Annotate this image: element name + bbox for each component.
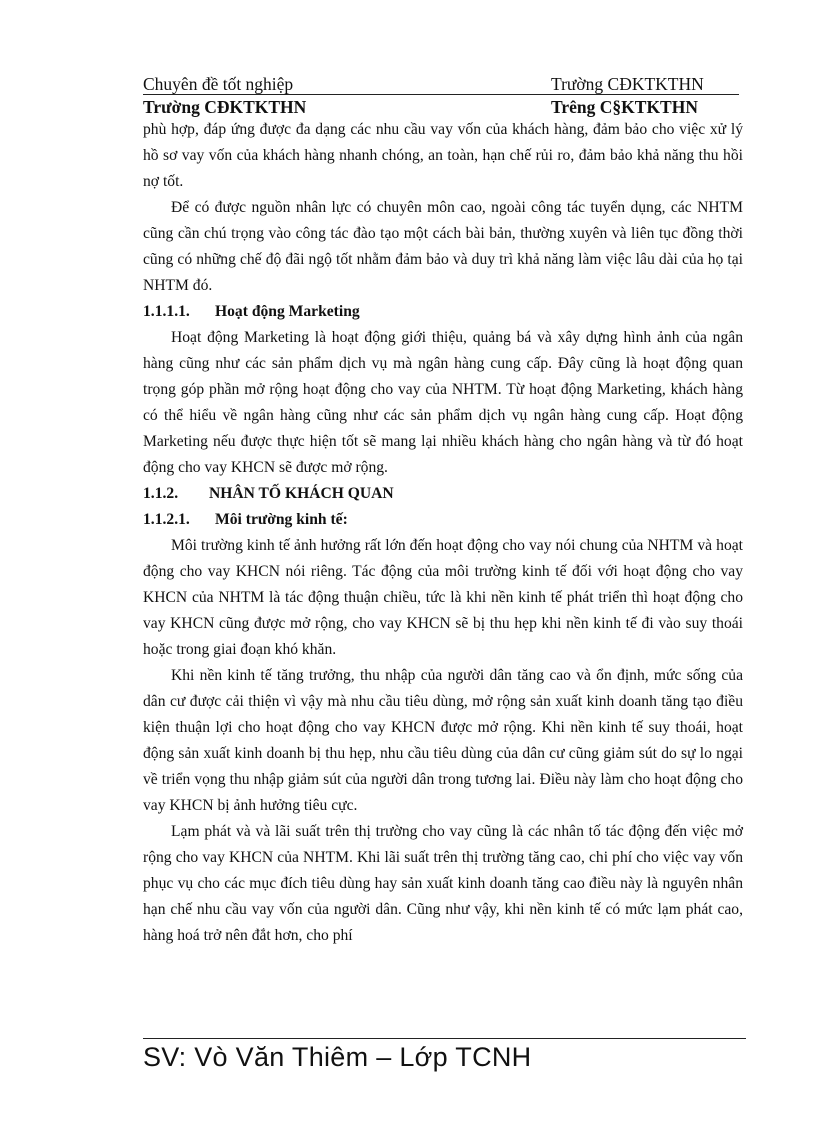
heading-number: 1.1.2.1. bbox=[143, 511, 190, 528]
header-title: Chuyên đề tốt nghiệp bbox=[143, 74, 294, 94]
paragraph: Để có được nguồn nhân lực có chuyên môn cao, ngoài công tác tuyển dụng, các NHTM cũng cần chú trọng vào công tác đào tạo một cách bài bản, thường xuyên và liên tục đồng thời cũng có những chế độ đãi ngộ tốt nhằm đảm bảo và duy trì khả năng làm việc lâu dài của họ tại NHTM đó. bbox=[143, 199, 743, 294]
heading-title: NHÂN TỐ KHÁCH QUAN bbox=[209, 485, 394, 502]
header-school-2: Trường CĐKTKTHN bbox=[143, 97, 307, 117]
section-heading bbox=[143, 481, 743, 507]
section-heading bbox=[143, 299, 743, 325]
heading-title: Môi trường kinh tế: bbox=[215, 511, 348, 528]
header-row-2 bbox=[143, 96, 739, 118]
paragraph: Lạm phát và và lãi suất trên thị trường cho vay cũng là các nhân tố tác động đến việc mở rộng cho vay KHCN của NHTM. Khi lãi suất trên thị trường tăng cao, chi phí cho việc vay vốn phục vụ cho các mục đích tiêu dùng hay sản xuất kinh doanh tăng cao điều này là nguyên nhân hạn chế nhu cầu vay vốn của người dân. Cũng như vậy, khi nền kinh tế có mức lạm phát cao, hàng hoá trở nên đắt hơn, cho phí bbox=[143, 823, 743, 944]
section-heading bbox=[143, 507, 743, 533]
paragraph: phù hợp, đáp ứng được đa dạng các nhu cầu vay vốn của khách hàng, đảm bảo cho việc xử lý hồ sơ vay vốn của khách hàng nhanh chóng, an toàn, hạn chế rủi ro, đảm bảo khả năng thu hồi nợ tốt. bbox=[143, 121, 743, 190]
header-school: Trường CĐKTKTHN bbox=[551, 74, 704, 94]
heading-number: 1.1.1.1. bbox=[143, 303, 190, 320]
paragraph: Khi nền kinh tế tăng trưởng, thu nhập của người dân tăng cao và ổn định, mức sống của dân cư được cải thiện vì vậy mà nhu cầu tiêu dùng, mở rộng sản xuất kinh doanh tăng tạo điều kiện thuận lợi cho hoạt động cho vay KHCN được mở rộng. Khi nền kinh tế suy thoái, hoạt động sản xuất kinh doanh bị thu hẹp, nhu cầu tiêu dùng của dân cư cũng giảm sút do sự lo ngại về triển vọng thu nhập giảm sút của người dân trong tương lai. Điều này làm cho hoạt động cho vay KHCN bị ảnh hưởng tiêu cực. bbox=[143, 667, 743, 814]
header-school-garbled: Trêng C§KTKTHN bbox=[551, 97, 698, 117]
footer-student: SV: Vò Văn Thiêm – Lớp TCNH bbox=[143, 1042, 532, 1072]
heading-number: 1.1.2. bbox=[143, 485, 179, 502]
header-row-1 bbox=[143, 73, 739, 95]
paragraph: Hoạt động Marketing là hoạt động giới thiệu, quảng bá và xây dựng hình ảnh của ngân hàng cũng như các sản phẩm dịch vụ mà ngân hàng cung cấp. Đây cũng là hoạt động quan trọng góp phần mở rộng hoạt động cho vay của NHTM. Từ hoạt động Marketing, khách hàng có thể hiểu về ngân hàng cũng như các sản phẩm dịch vụ ngân hàng cung cấp. Hoạt động Marketing nếu được thực hiện tốt sẽ mang lại nhiều khách hàng cho ngân hàng và từ đó hoạt động cho vay KHCN sẽ được mở rộng. bbox=[143, 329, 743, 476]
body-text bbox=[143, 117, 743, 949]
footer-rule bbox=[143, 1038, 746, 1039]
header-rule bbox=[143, 94, 739, 95]
heading-title: Hoạt động Marketing bbox=[215, 303, 360, 320]
paragraph: Môi trường kinh tế ảnh hưởng rất lớn đến hoạt động cho vay nói chung của NHTM và hoạt động cho vay KHCN nói riêng. Tác động của môi trường kinh tế đối với hoạt động cho vay KHCN của NHTM là tác động thuận chiều, tức là khi nền kinh tế phát triển thì hoạt động cho vay KHCN cũng được mở rộng, cho vay KHCN sẽ bị thu hẹp khi nền kinh tế đi vào suy thoái hoặc trong giai đoạn khó khăn. bbox=[143, 537, 743, 658]
